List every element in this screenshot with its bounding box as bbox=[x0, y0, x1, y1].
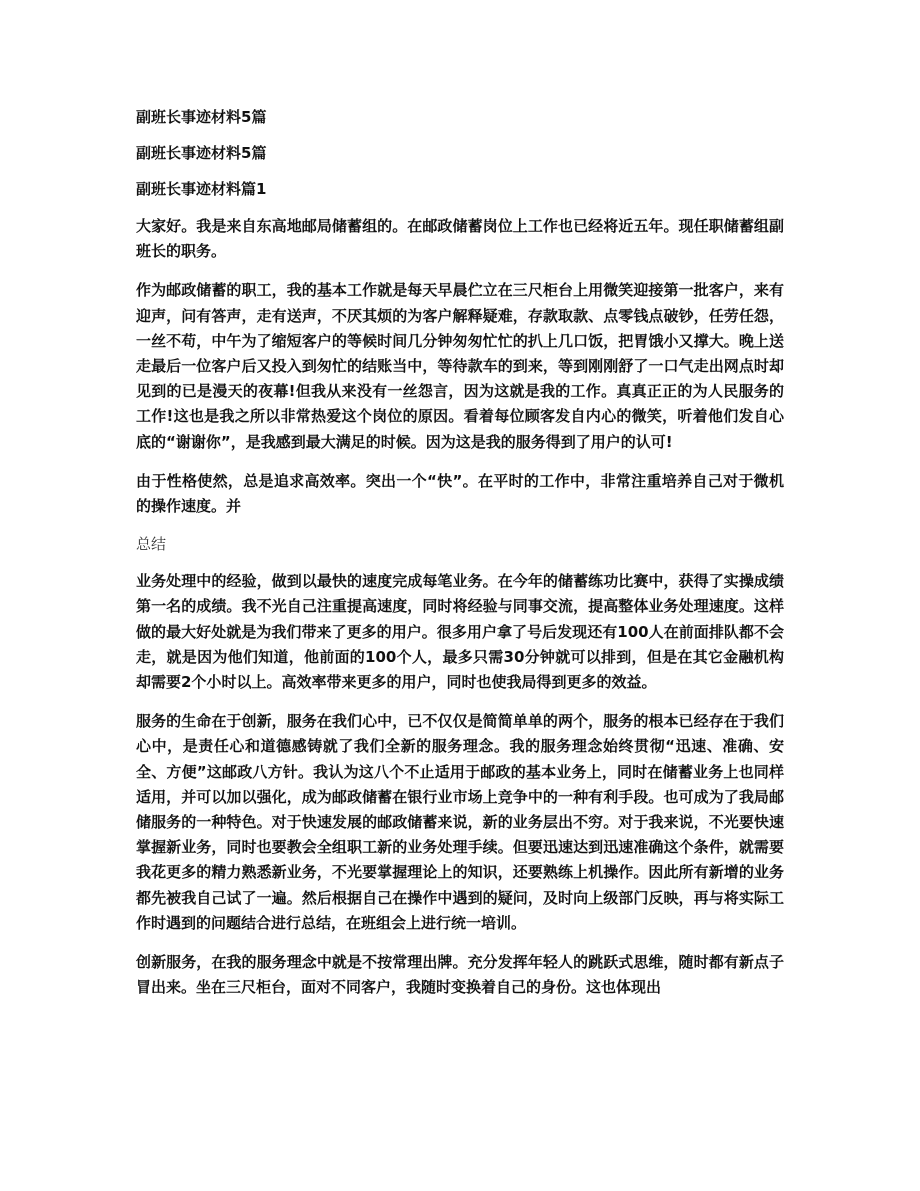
paragraph-daily-work: 作为邮政储蓄的职工，我的基本工作就是每天早晨伫立在三尺柜台上用微笑迎接第一批客户，来有迎声，问有答声，走有送声，不厌其烦的为客户解释疑难，存款取款、点零钱点破钞，任劳任怨，一丝不苟，中午为了缩短客户的等候时间几分钟匆匆忙忙的扒上几口饭，把胃饿小又撑大。晚上送走最后一位客户后又投入到匆忙的结账当中，等待款车的到来，等到刚刚舒了一口气走出网点时却见到的已是漫天的夜幕!但我从来没有一丝怨言，因为这就是我的工作。真真正正的为人民服务的工作!这也是我之所以非常热爱这个岗位的原因。看着每位顾客发自内心的微笑，听着他们发自心底的“谢谢你”，是我感到最大满足的时候。因为这是我的服务得到了用户的认可! bbox=[136, 281, 784, 451]
paragraph-efficiency: 由于性格使然，总是追求高效率。突出一个“快”。在平时的工作中，非常注重培养自己对于微机的操作速度。并 bbox=[136, 471, 784, 516]
document-page bbox=[136, 106, 784, 1014]
section-heading: 副班长事迹材料篇1 bbox=[136, 180, 267, 198]
summary-label: 总结 bbox=[136, 535, 167, 554]
document-title: 副班长事迹材料5篇 bbox=[136, 108, 267, 126]
paragraph-creative-service: 创新服务，在我的服务理念中就是不按常理出牌。充分发挥年轻人的跳跃式思维，随时都有新点子冒出来。坐在三尺柜台，面对不同客户，我随时变换着自己的身份。这也体现出 bbox=[136, 953, 784, 997]
paragraph-service-innovation: 服务的生命在于创新，服务在我们心中，已不仅仅是简简单单的两个，服务的根本已经存在于我们心中，是责任心和道德感铸就了我们全新的服务理念。我的服务理念始终贯彻“迅速、准确、安全、方便”这邮政八方针。我认为这八个不止适用于邮政的基本业务上，同时在储蓄业务上也同样适用，并可以加以强化，成为邮政储蓄在银行业市场上竞争中的一种有利手段。也可成为了我局邮储服务的一种特色。对于快速发展的邮政储蓄来说，新的业务层出不穷。对于我来说，不光要快速掌握新业务，同时也要教会全组职工新的业务处理手续。但要迅速达到迅速准确这个条件，就需要我花更多的精力熟悉新业务，不光要掌握理论上的知识，还要熟练上机操作。因此所有新增的业务都先被我自己试了一遍。然后根据自己在操作中遇到的疑问，及时向上级部门反映，再与将实际工作时遇到的问题结合进行总结，在班组会上进行统一培训。 bbox=[136, 712, 784, 932]
paragraph-experience: 业务处理中的经验，做到以最快的速度完成每笔业务。在今年的储蓄练功比赛中，获得了实操成绩第一名的成绩。我不光自己注重提高速度，同时将经验与同事交流，提高整体业务处理速度。这样做的最大好处就是为我们带来了更多的用户。很多用户拿了号后发现还有100人在前面排队都不会走，就是因为他们知道，他前面的100个人，最多只需30分钟就可以排到，但是在其它金融机构却需要2个小时以上。高效率带来更多的用户，同时也使我局得到更多的效益。 bbox=[136, 572, 784, 692]
paragraph-intro: 大家好。我是来自东高地邮局储蓄组的。在邮政储蓄岗位上工作也已经将近五年。现任职储蓄组副班长的职务。 bbox=[136, 217, 784, 261]
document-subtitle: 副班长事迹材料5篇 bbox=[136, 144, 267, 162]
